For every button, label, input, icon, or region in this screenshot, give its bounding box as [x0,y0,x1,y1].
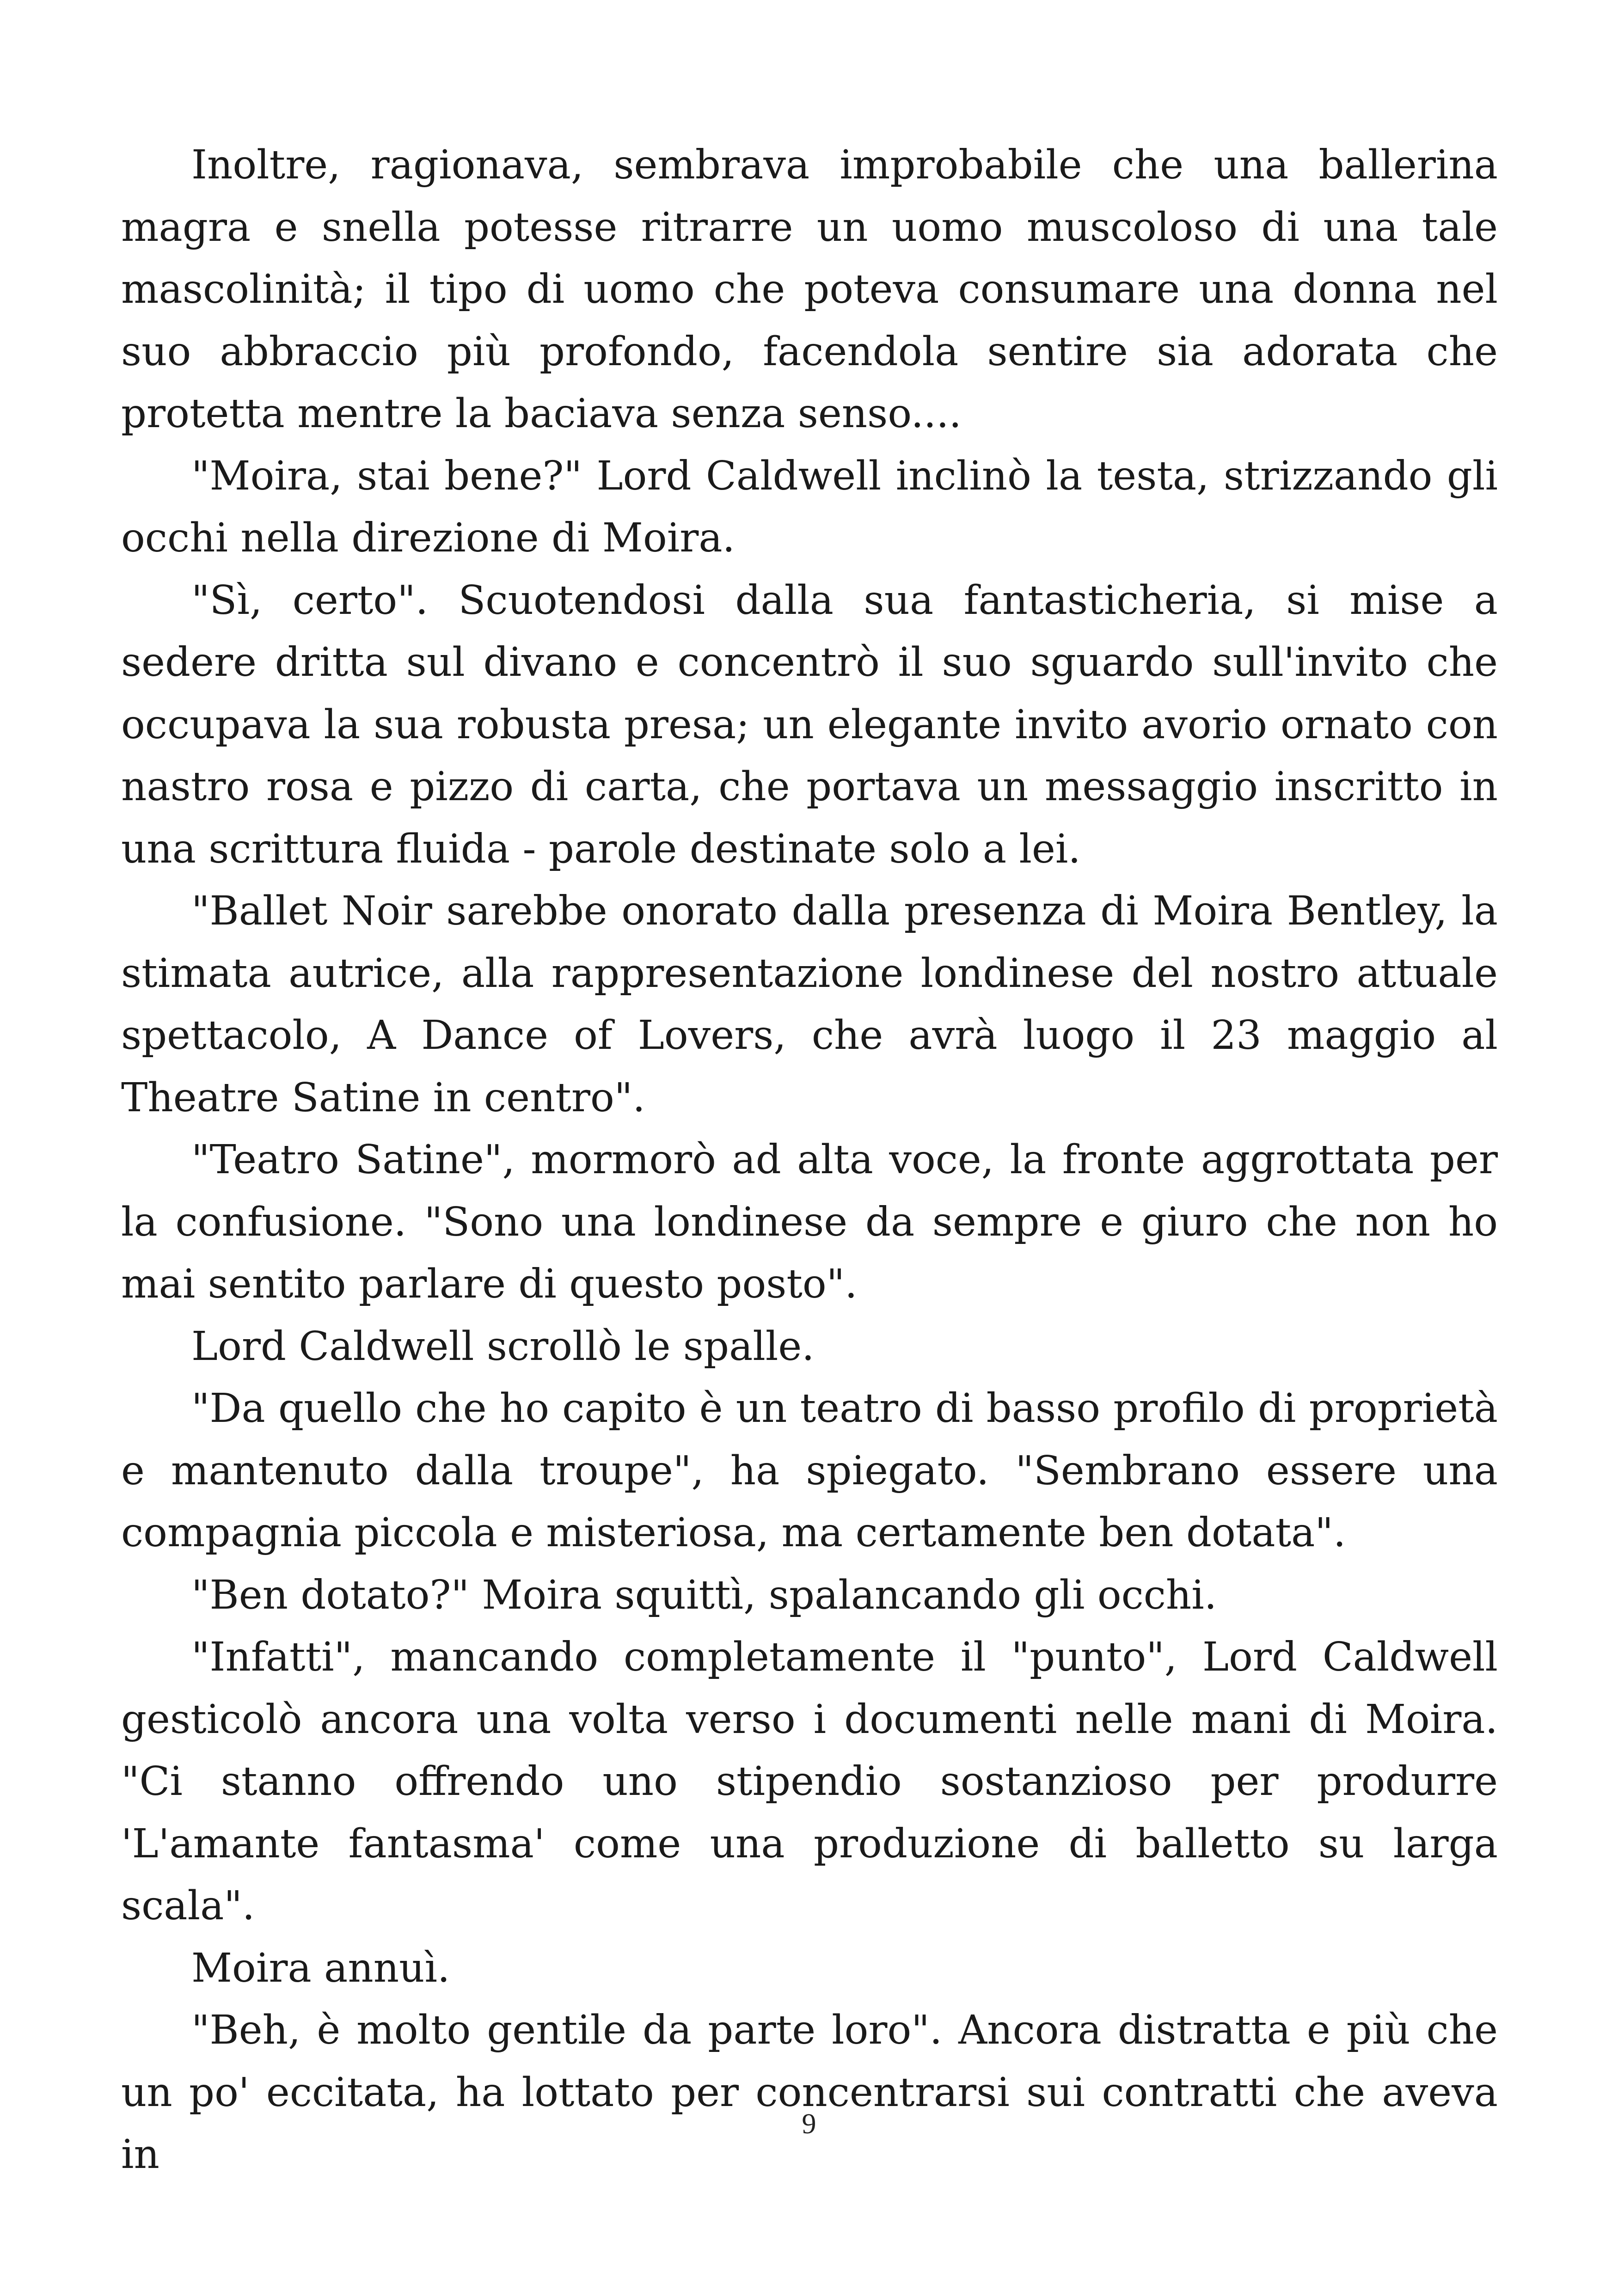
body-text [121,134,1498,2186]
paragraph: "Infatti", mancando completamente il "punto", Lord Caldwell gesticolò ancora una volta verso i documenti nelle mani di Moira. "Ci stanno offrendo uno stipendio sostanzioso per produrre 'L'amante fantasma' come una produzione di balletto su larga scala". [121,1634,1498,1929]
paragraph: "Moira, stai bene?" Lord Caldwell inclinò la testa, strizzando gli occhi nella direzione di Moira. [121,453,1498,561]
paragraph: Moira annuì. [191,1945,450,1991]
paragraph: "Sì, certo". Scuotendosi dalla sua fantasticheria, si mise a sedere dritta sul divano e concentrò il suo sguardo sull'invito che occupava la sua robusta presa; un elegante invito avorio ornato con nastro rosa e pizzo di carta, che portava un messaggio inscritto in una scrittura fluida - parole destinate solo a lei. [121,577,1498,872]
paragraph: "Ben dotato?" Moira squittì, spalancando gli occhi. [191,1572,1217,1618]
paragraph: Inoltre, ragionava, sembrava improbabile che una ballerina magra e snella potesse ritrarre un uomo muscoloso di una tale mascolinità; il tipo di uomo che poteva consumare una donna nel suo abbraccio più profondo, facendola sentire sia adorata che protetta mentre la baciava senza senso.... [121,142,1498,437]
page-number: 9 [802,2108,816,2140]
paragraph: "Beh, è molto gentile da parte loro". Ancora distratta e più che un po' eccitata, ha lottato per concentrarsi sui contratti che aveva in [121,2007,1498,2178]
paragraph: "Da quello che ho capito è un teatro di basso profilo di proprietà e mantenuto dalla troupe", ha spiegato. "Sembrano essere una compagnia piccola e misteriosa, ma certamente ben dotata". [121,1385,1498,1556]
paragraph: Lord Caldwell scrollò le spalle. [191,1323,815,1370]
paragraph: "Teatro Satine", mormorò ad alta voce, la fronte aggrottata per la confusione. "Sono una londinese da sempre e giuro che non ho mai sentito parlare di questo posto". [121,1137,1498,1307]
paragraph: "Ballet Noir sarebbe onorato dalla presenza di Moira Bentley, la stimata autrice, alla rappresentazione londinese del nostro attuale spettacolo, A Dance of Lovers, che avrà luogo il 23 maggio al Theatre Satine in centro". [121,888,1498,1121]
